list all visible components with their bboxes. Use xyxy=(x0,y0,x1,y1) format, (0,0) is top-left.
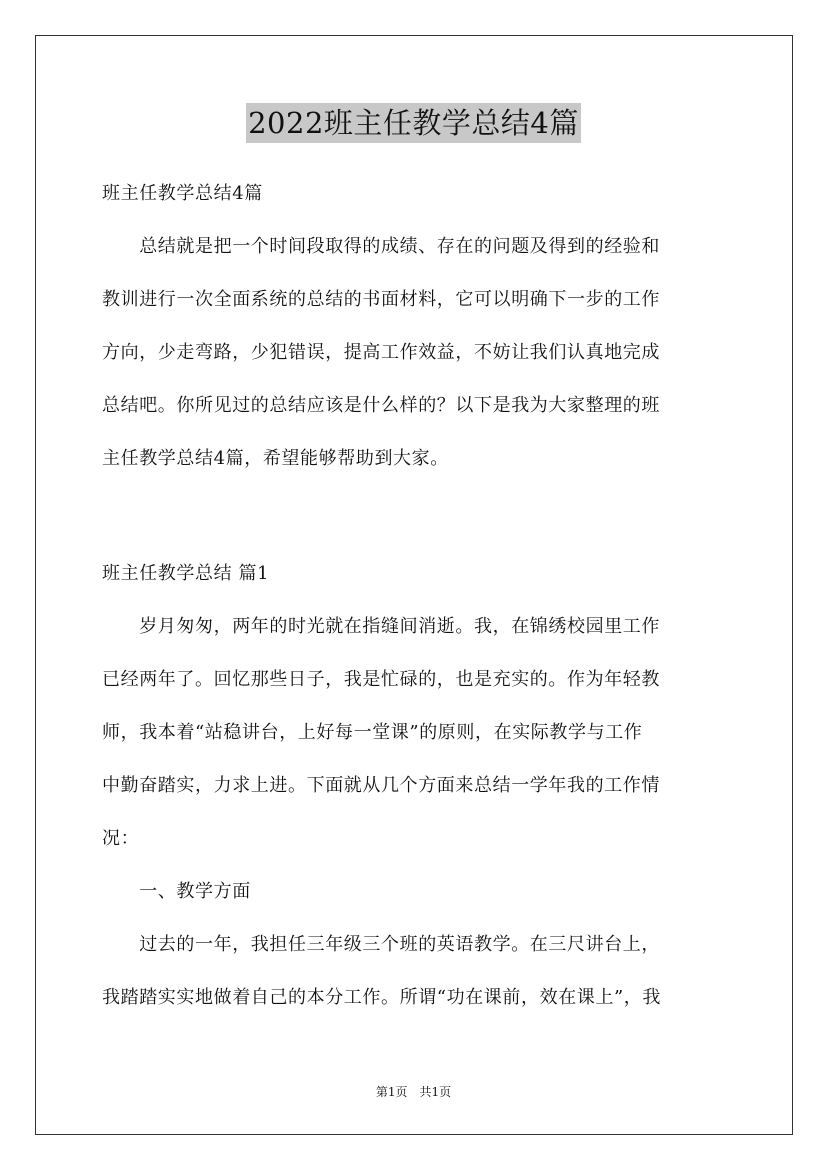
body-line: 方向，少走弯路，少犯错误，提高工作效益，不妨让我们认真地完成 xyxy=(102,342,660,363)
subsection-heading: 一、教学方面 xyxy=(102,881,251,902)
subtitle-line: 班主任教学总结4篇 xyxy=(102,183,263,204)
body-line: 况： xyxy=(102,828,140,849)
body-line: 师，我本着“站稳讲台，上好每一堂课”的原则，在实际教学与工作 xyxy=(102,722,643,743)
page-number-footer: 第1页 共1页 xyxy=(375,1085,452,1099)
document-title: 2022班主任教学总结4篇 xyxy=(246,103,581,143)
body-line: 已经两年了。回忆那些日子，我是忙碌的，也是充实的。作为年轻教 xyxy=(102,669,660,690)
body-line: 中勤奋踏实，力求上进。下面就从几个方面来总结一学年我的工作情 xyxy=(102,775,660,796)
body-line: 主任教学总结4篇，希望能够帮助到大家。 xyxy=(102,448,449,469)
body-line: 我踏踏实实地做着自己的本分工作。所谓“功在课前，效在课上”，我 xyxy=(102,987,662,1008)
body-line: 岁月匆匆，两年的时光就在指缝间消逝。我，在锦绣校园里工作 xyxy=(102,616,660,637)
body-line: 总结吧。你所见过的总结应该是什么样的？以下是我为大家整理的班 xyxy=(102,395,660,416)
body-line: 过去的一年，我担任三年级三个班的英语教学。在三尺讲台上， xyxy=(102,934,660,955)
body-line: 总结就是把一个时间段取得的成绩、存在的问题及得到的经验和 xyxy=(102,236,660,257)
body-line: 教训进行一次全面系统的总结的书面材料，它可以明确下一步的工作 xyxy=(102,289,660,310)
title-wrap xyxy=(0,103,827,143)
section-heading: 班主任教学总结 篇1 xyxy=(102,563,270,584)
